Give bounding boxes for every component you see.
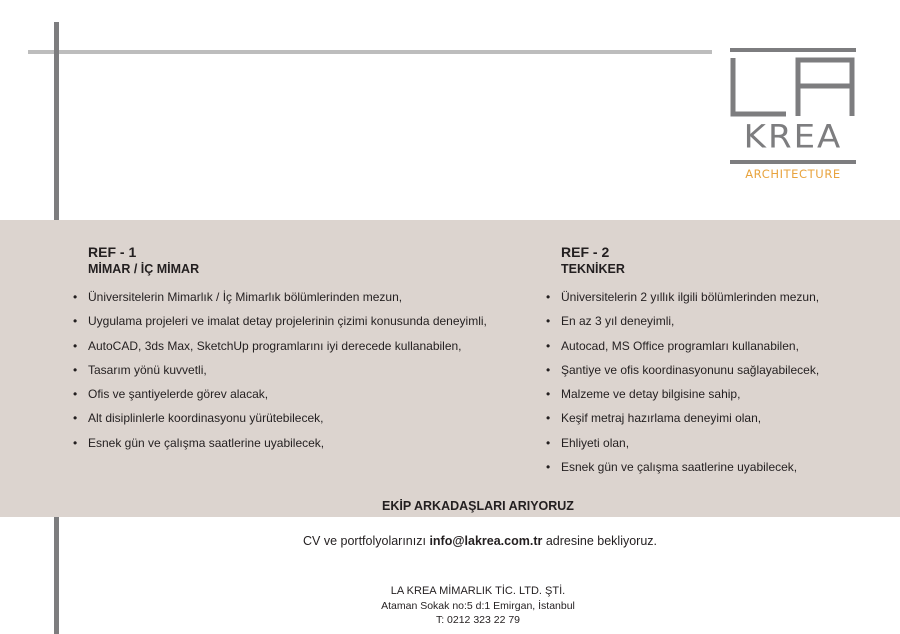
list-item: • Şantiye ve ofis koordinasyonunu sağlayabilecek, [561, 358, 891, 382]
cv-request [0, 534, 900, 548]
logo-top-bar [730, 48, 856, 52]
la-krea-logo [728, 48, 858, 184]
list-item: • AutoCAD, 3ds Max, SketchUp programlarını iyi derecede kullanabilen, [88, 334, 538, 358]
list-item: • Tasarım yönü kuvvetli, [88, 358, 538, 382]
ref-2-requirements [561, 285, 891, 479]
logo-la-mark [728, 56, 858, 118]
ref-1-requirements [88, 285, 538, 455]
ref-1-title: MİMAR / İÇ MİMAR [88, 262, 200, 276]
ref-2-title: TEKNİKER [561, 262, 625, 276]
cv-text-before: CV ve portfolyolarınızı [302, 534, 426, 548]
logo-tagline: ARCHITECTURE [745, 167, 841, 181]
list-item: • Autocad, MS Office programları kullanabilen, [561, 334, 891, 358]
list-item: • Malzeme ve detay bilgisine sahip, [561, 382, 891, 406]
ref-1-section [88, 243, 538, 455]
list-item: • Uygulama projeleri ve imalat detay projelerinin çizimi konusunda deneyimli, [88, 309, 538, 333]
list-item: • Esnek gün ve çalışma saatlerine uyabilecek, [561, 455, 891, 479]
list-item: • Ehliyeti olan, [561, 431, 891, 455]
logo-bottom-bar [730, 160, 856, 164]
cv-text-after: adresine bekliyoruz. [545, 534, 658, 548]
top-rule [28, 50, 712, 54]
ref-2-section [561, 243, 891, 479]
list-item: • Üniversitelerin Mimarlık / İç Mimarlık bölümlerinden mezun, [88, 285, 538, 309]
company-address: Ataman Sokak no:5 d:1 Emirgan, İstanbul [381, 599, 575, 612]
footer [0, 584, 900, 628]
list-item: • Esnek gün ve çalışma saatlerine uyabilecek, [88, 431, 538, 455]
list-item: • En az 3 yıl deneyimli, [561, 309, 891, 333]
list-item: • Üniversitelerin 2 yıllık ilgili bölümlerinden mezun, [561, 285, 891, 309]
logo-name: KREA [743, 118, 843, 156]
company-name: LA KREA MİMARLIK TİC. LTD. ŞTİ. [390, 585, 566, 597]
list-item: • Keşif metraj hazırlama deneyimi olan, [561, 406, 891, 430]
headline: EKİP ARKADAŞLARI ARIYORUZ [382, 499, 574, 513]
contact-email[interactable]: info@lakrea.com.tr [429, 534, 543, 548]
list-item: • Ofis ve şantiyelerde görev alacak, [88, 382, 538, 406]
company-phone: T: 0212 323 22 79 [435, 614, 521, 626]
ref-2-code: REF - 2 [561, 244, 610, 260]
ref-1-code: REF - 1 [88, 244, 137, 260]
list-item: • Alt disiplinlerle koordinasyonu yürütebilecek, [88, 406, 538, 430]
